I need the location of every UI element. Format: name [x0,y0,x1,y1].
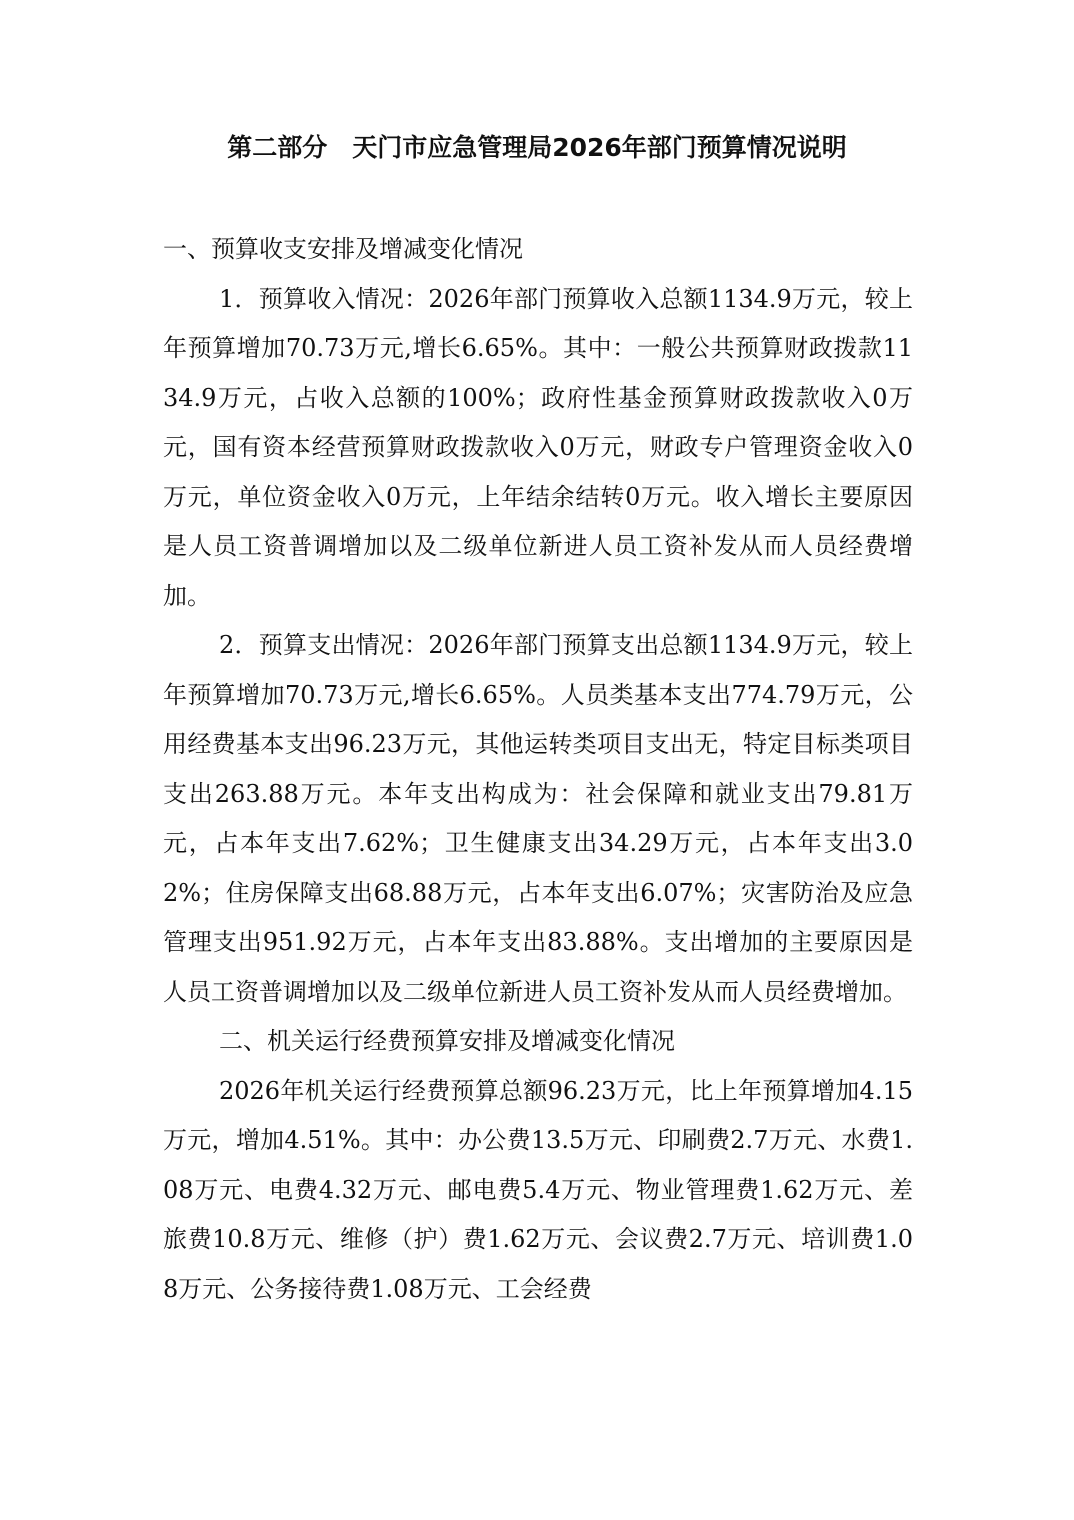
section-heading-operating-cost: 二、机关运行经费预算安排及增减变化情况 [219,1027,675,1055]
section-heading-budget: 一、预算收支安排及增减变化情况 [163,235,523,263]
document-title: 第二部分 天门市应急管理局2026年部门预算情况说明 [227,133,847,162]
paragraph-operating-cost: 2026年机关运行经费预算总额96.23万元，比上年预算增加4.15万元，增加4.51%。其中：办公费13.5万元、印刷费2.7万元、水费1.08万元、电费4.32万元、邮电费5.4万元、物业管理费1.62万元、差旅费10.8万元、维修（护）费1.62万元、会议费2.7万元、培训费1.08万元、公务接待费1.08万元、工会经费 [163,1076,913,1303]
document-body [163,225,913,1314]
paragraph-budget-income: 1．预算收入情况：2026年部门预算收入总额1134.9万元，较上年预算增加70.73万元,增长6.65%。其中：一般公共预算财政拨款1134.9万元，占收入总额的100%；政府性基金预算财政拨款收入0万元，国有资本经营预算财政拨款收入0万元，财政专户管理资金收入0万元，单位资金收入0万元，上年结余结转0万元。收入增长主要原因是人员工资普调增加以及二级单位新进人员工资补发从而人员经费增加。 [163,284,913,610]
paragraph-budget-expenditure: 2．预算支出情况：2026年部门预算支出总额1134.9万元，较上年预算增加70.73万元,增长6.65%。人员类基本支出774.79万元，公用经费基本支出96.23万元，其他运转类项目支出无，特定目标类项目支出263.88万元。本年支出构成为：社会保障和就业支出79.81万元，占本年支出7.62%；卫生健康支出34.29万元，占本年支出3.02%；住房保障支出68.88万元，占本年支出6.07%；灾害防治及应急管理支出951.92万元，占本年支出83.88%。支出增加的主要原因是人员工资普调增加以及二级单位新进人员工资补发从而人员经费增加。 [163,631,913,1006]
